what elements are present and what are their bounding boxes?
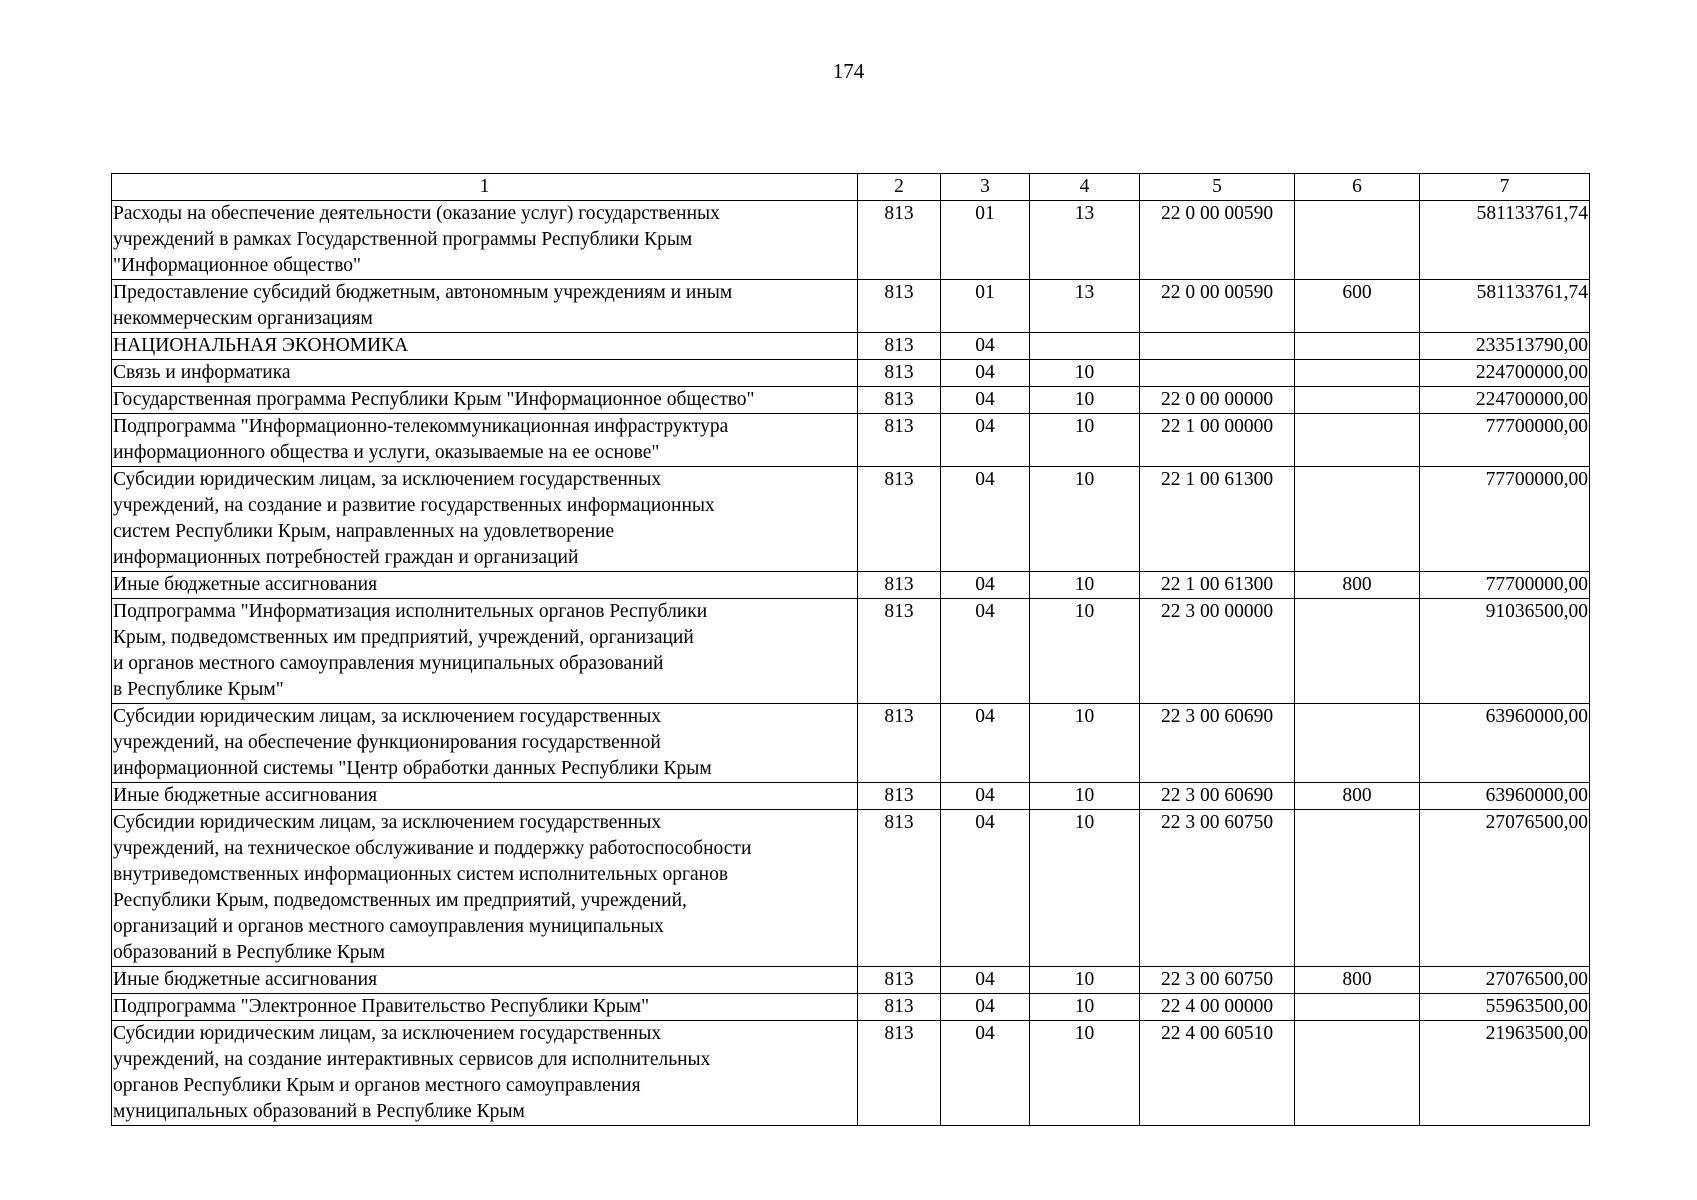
header-col-4: 4 xyxy=(1030,174,1140,201)
row-col-4: 10 xyxy=(1030,994,1140,1021)
row-amount: 21963500,00 xyxy=(1420,1021,1590,1126)
row-name: Подпрограмма "Электронное Правительство Республики Крым" xyxy=(112,994,858,1021)
header-col-7: 7 xyxy=(1420,174,1590,201)
row-col-4: 13 xyxy=(1030,201,1140,280)
table-row xyxy=(112,783,1590,810)
row-col-5: 22 1 00 61300 xyxy=(1140,572,1295,599)
row-col-3: 04 xyxy=(941,810,1030,967)
row-col-2: 813 xyxy=(858,360,941,387)
row-amount: 77700000,00 xyxy=(1420,572,1590,599)
row-col-6 xyxy=(1295,333,1420,360)
row-col-2: 813 xyxy=(858,572,941,599)
row-col-4: 10 xyxy=(1030,360,1140,387)
row-amount: 55963500,00 xyxy=(1420,994,1590,1021)
row-col-5: 22 1 00 00000 xyxy=(1140,414,1295,467)
row-amount: 581133761,74 xyxy=(1420,280,1590,333)
row-name: Иные бюджетные ассигнования xyxy=(112,783,858,810)
row-col-2: 813 xyxy=(858,333,941,360)
table-row xyxy=(112,333,1590,360)
row-amount: 91036500,00 xyxy=(1420,599,1590,704)
row-col-3: 04 xyxy=(941,967,1030,994)
row-amount: 27076500,00 xyxy=(1420,967,1590,994)
row-col-5: 22 3 00 00000 xyxy=(1140,599,1295,704)
row-col-5: 22 1 00 61300 xyxy=(1140,467,1295,572)
row-col-2: 813 xyxy=(858,467,941,572)
row-amount: 224700000,00 xyxy=(1420,360,1590,387)
row-amount: 77700000,00 xyxy=(1420,414,1590,467)
row-col-5: 22 3 00 60750 xyxy=(1140,967,1295,994)
row-amount: 27076500,00 xyxy=(1420,810,1590,967)
row-col-3: 01 xyxy=(941,201,1030,280)
row-amount: 581133761,74 xyxy=(1420,201,1590,280)
row-col-2: 813 xyxy=(858,387,941,414)
row-amount: 77700000,00 xyxy=(1420,467,1590,572)
row-name: Государственная программа Республики Крым "Информационное общество" xyxy=(112,387,858,414)
row-col-6: 800 xyxy=(1295,783,1420,810)
table-row xyxy=(112,387,1590,414)
row-col-3: 04 xyxy=(941,333,1030,360)
row-col-4: 10 xyxy=(1030,704,1140,783)
row-amount: 63960000,00 xyxy=(1420,704,1590,783)
table-row xyxy=(112,201,1590,280)
row-col-2: 813 xyxy=(858,783,941,810)
table-body xyxy=(112,201,1590,1126)
row-name: Иные бюджетные ассигнования xyxy=(112,967,858,994)
row-col-6 xyxy=(1295,810,1420,967)
row-col-4: 10 xyxy=(1030,783,1140,810)
table-row xyxy=(112,414,1590,467)
header-col-5: 5 xyxy=(1140,174,1295,201)
header-col-3: 3 xyxy=(941,174,1030,201)
row-col-6 xyxy=(1295,387,1420,414)
table-row xyxy=(112,599,1590,704)
row-col-4: 10 xyxy=(1030,414,1140,467)
row-col-3: 04 xyxy=(941,572,1030,599)
table-row xyxy=(112,467,1590,572)
row-col-5: 22 0 00 00590 xyxy=(1140,280,1295,333)
row-col-2: 813 xyxy=(858,994,941,1021)
row-col-3: 04 xyxy=(941,783,1030,810)
row-col-2: 813 xyxy=(858,810,941,967)
row-col-6 xyxy=(1295,201,1420,280)
row-col-3: 04 xyxy=(941,387,1030,414)
row-col-2: 813 xyxy=(858,414,941,467)
table-row xyxy=(112,967,1590,994)
row-col-6 xyxy=(1295,1021,1420,1126)
row-col-5 xyxy=(1140,333,1295,360)
row-col-2: 813 xyxy=(858,599,941,704)
row-col-2: 813 xyxy=(858,280,941,333)
row-col-6: 600 xyxy=(1295,280,1420,333)
row-col-6 xyxy=(1295,360,1420,387)
row-col-3: 04 xyxy=(941,360,1030,387)
row-name: Субсидии юридическим лицам, за исключением государственных учреждений, на обеспечение функционирования государственной информационной системы "Центр обработки данных Республики Крым xyxy=(112,704,858,783)
budget-table xyxy=(111,173,1590,1126)
table-row xyxy=(112,704,1590,783)
row-col-4: 10 xyxy=(1030,599,1140,704)
row-name: НАЦИОНАЛЬНАЯ ЭКОНОМИКА xyxy=(112,333,858,360)
table-row xyxy=(112,810,1590,967)
row-col-4: 10 xyxy=(1030,572,1140,599)
row-col-4 xyxy=(1030,333,1140,360)
table-row xyxy=(112,360,1590,387)
row-col-2: 813 xyxy=(858,201,941,280)
row-col-4: 10 xyxy=(1030,810,1140,967)
row-col-6 xyxy=(1295,414,1420,467)
row-col-3: 04 xyxy=(941,1021,1030,1126)
table-row xyxy=(112,1021,1590,1126)
row-col-6 xyxy=(1295,599,1420,704)
row-name: Подпрограмма "Информатизация исполнительных органов Республики Крым, подведомственных им предприятий, учреждений, организаций и органов местного самоуправления муниципальных образований в Республике Крым" xyxy=(112,599,858,704)
row-col-2: 813 xyxy=(858,967,941,994)
row-amount: 63960000,00 xyxy=(1420,783,1590,810)
row-col-6: 800 xyxy=(1295,572,1420,599)
row-col-3: 04 xyxy=(941,704,1030,783)
row-name: Иные бюджетные ассигнования xyxy=(112,572,858,599)
row-col-5: 22 0 00 00590 xyxy=(1140,201,1295,280)
row-col-5: 22 3 00 60690 xyxy=(1140,704,1295,783)
row-col-3: 01 xyxy=(941,280,1030,333)
row-col-4: 13 xyxy=(1030,280,1140,333)
row-name: Подпрограмма "Информационно-телекоммуникационная инфраструктура информационного общества и услуги, оказываемые на ее основе" xyxy=(112,414,858,467)
table-row xyxy=(112,994,1590,1021)
header-col-2: 2 xyxy=(858,174,941,201)
row-amount: 233513790,00 xyxy=(1420,333,1590,360)
row-col-6: 800 xyxy=(1295,967,1420,994)
row-col-6 xyxy=(1295,994,1420,1021)
row-name: Расходы на обеспечение деятельности (оказание услуг) государственных учреждений в рамках Государственной программы Республики Крым "Информационное общество" xyxy=(112,201,858,280)
row-col-5: 22 3 00 60750 xyxy=(1140,810,1295,967)
row-col-4: 10 xyxy=(1030,1021,1140,1126)
row-col-3: 04 xyxy=(941,414,1030,467)
row-col-5: 22 4 00 00000 xyxy=(1140,994,1295,1021)
table-header xyxy=(112,174,1590,201)
row-col-5 xyxy=(1140,360,1295,387)
row-col-6 xyxy=(1295,704,1420,783)
row-col-4: 10 xyxy=(1030,967,1140,994)
row-col-3: 04 xyxy=(941,467,1030,572)
row-col-5: 22 0 00 00000 xyxy=(1140,387,1295,414)
row-col-6 xyxy=(1295,467,1420,572)
table-row xyxy=(112,572,1590,599)
row-name: Субсидии юридическим лицам, за исключением государственных учреждений, на создание интерактивных сервисов для исполнительных органов Республики Крым и органов местного самоуправления муниципальных образований в Республике Крым xyxy=(112,1021,858,1126)
row-col-2: 813 xyxy=(858,1021,941,1126)
row-name: Связь и информатика xyxy=(112,360,858,387)
row-col-4: 10 xyxy=(1030,467,1140,572)
header-col-6: 6 xyxy=(1295,174,1420,201)
row-name: Субсидии юридическим лицам, за исключением государственных учреждений, на создание и развитие государственных информационных систем Республики Крым, направленных на удовлетворение информационных потребностей граждан и организаций xyxy=(112,467,858,572)
row-col-2: 813 xyxy=(858,704,941,783)
header-col-1: 1 xyxy=(112,174,858,201)
row-amount: 224700000,00 xyxy=(1420,387,1590,414)
table-row xyxy=(112,280,1590,333)
row-col-5: 22 4 00 60510 xyxy=(1140,1021,1295,1126)
header-row xyxy=(112,174,1590,201)
page-number: 174 xyxy=(832,59,865,83)
row-name: Субсидии юридическим лицам, за исключением государственных учреждений, на техническое обслуживание и поддержку работоспособности внутриведомственных информационных систем исполнительных органов Республики Крым, подведомственных им предприятий, учреждений, организаций и органов местного самоуправления муниципальных образований в Республике Крым xyxy=(112,810,858,967)
row-name: Предоставление субсидий бюджетным, автономным учреждениям и иным некоммерческим организациям xyxy=(112,280,858,333)
row-col-5: 22 3 00 60690 xyxy=(1140,783,1295,810)
row-col-3: 04 xyxy=(941,599,1030,704)
row-col-3: 04 xyxy=(941,994,1030,1021)
row-col-4: 10 xyxy=(1030,387,1140,414)
